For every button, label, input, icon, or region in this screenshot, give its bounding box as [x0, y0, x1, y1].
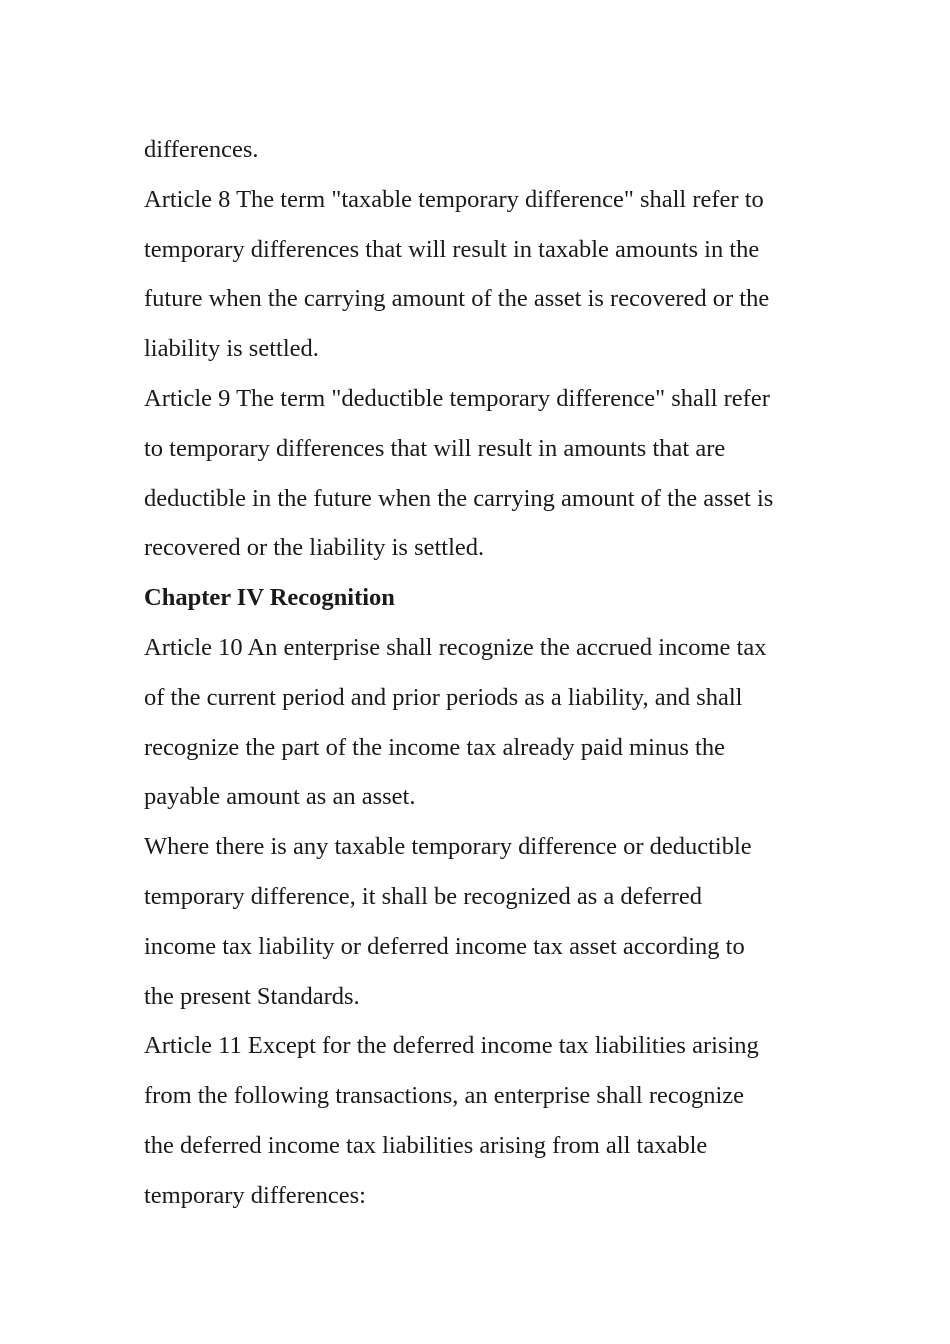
text-line: temporary differences that will result in taxable amounts in the	[144, 235, 760, 263]
text-line: Article 11 Except for the deferred income tax liabilities arising	[144, 1032, 759, 1060]
text-line: to temporary differences that will result in amounts that are	[144, 434, 726, 462]
text-line: recognize the part of the income tax already paid minus the	[144, 733, 725, 761]
text-line: of the current period and prior periods as a liability, and shall	[144, 683, 743, 711]
text-line: Where there is any taxable temporary difference or deductible	[144, 833, 752, 861]
document-body	[144, 125, 814, 1221]
text-line: the present Standards.	[144, 982, 360, 1010]
text-line: liability is settled.	[144, 335, 319, 363]
text-line: Article 8 The term "taxable temporary difference" shall refer to	[144, 185, 764, 213]
text-line: temporary difference, it shall be recognized as a deferred	[144, 882, 702, 910]
text-line: deductible in the future when the carrying amount of the asset is	[144, 484, 774, 512]
text-line: the deferred income tax liabilities arising from all taxable	[144, 1131, 708, 1159]
text-line: payable amount as an asset.	[144, 783, 416, 811]
text-line: from the following transactions, an enterprise shall recognize	[144, 1082, 745, 1110]
chapter-heading: Chapter IV Recognition	[144, 584, 395, 612]
text-line: recovered or the liability is settled.	[144, 534, 485, 562]
text-line: Article 10 An enterprise shall recognize the accrued income tax	[144, 633, 767, 661]
text-line: temporary differences:	[144, 1181, 366, 1209]
text-line: differences.	[144, 136, 259, 163]
text-line: Article 9 The term "deductible temporary difference" shall refer	[144, 384, 770, 412]
text-line: future when the carrying amount of the asset is recovered or the	[144, 285, 770, 313]
text-line: income tax liability or deferred income tax asset according to	[144, 932, 745, 960]
